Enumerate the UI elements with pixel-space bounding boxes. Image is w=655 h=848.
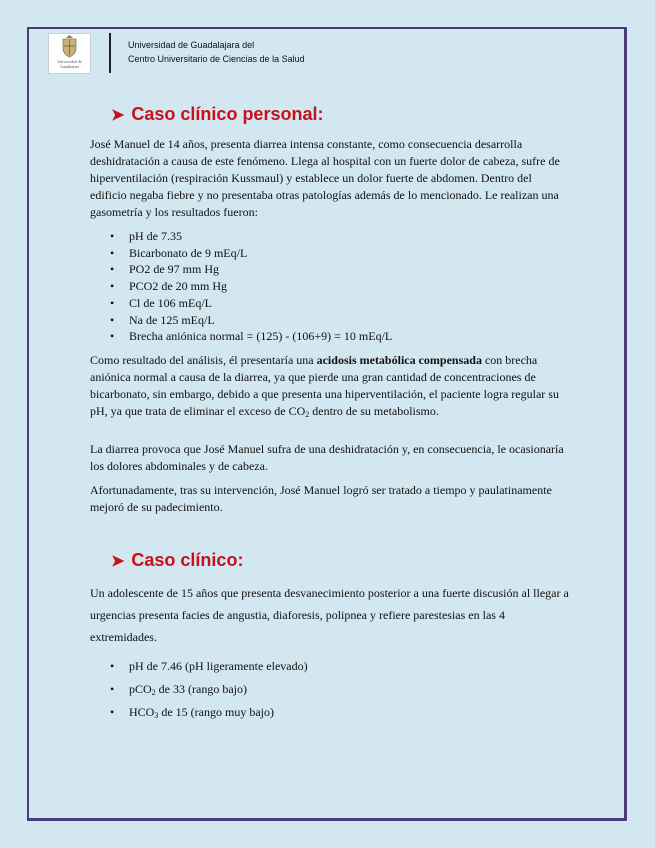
list-item (90, 678, 308, 701)
header-line-2: Centro Universitario de Ciencias de la Salud (128, 54, 305, 64)
header-institution (128, 38, 305, 66)
diagnosis-bold: acidosis metabólica compensada (316, 353, 482, 367)
logo-caption-line1: Universidad de (57, 59, 82, 64)
list-item: • Bicarbonato de 9 mEq/L (90, 245, 392, 262)
analysis-text-3: dentro de su metabolismo. (309, 404, 439, 418)
university-crest-icon (49, 34, 90, 60)
list-item: • PO2 de 97 mm Hg (90, 261, 392, 278)
logo-caption-line2: Guadalajara (59, 64, 80, 69)
section-title-personal-text: Caso clínico personal: (131, 104, 324, 124)
pco2-value: de 33 (rango bajo) (155, 682, 247, 696)
arrow-bullet-icon: ➤ (111, 553, 125, 570)
header-divider (109, 33, 111, 73)
arrow-bullet-icon: ➤ (111, 107, 125, 124)
section-title-clinical-text: Caso clínico: (131, 550, 244, 570)
list-item: • Brecha aniónica normal = (125) - (106+9) = 10 mEq/L (90, 328, 392, 345)
analysis-subscript: 2 (305, 410, 310, 419)
clinical-values-list (90, 655, 308, 724)
outcome-paragraph: Afortunadamente, tras su intervención, José Manuel logró ser tratado a tiempo y paulatinamente mejoró de su padecimiento. (90, 483, 552, 514)
diarrhea-paragraph: La diarrea provoca que José Manuel sufra de una deshidratación y, en consecuencia, le ocasionaría los dolores abdominales y de cabeza. (90, 442, 564, 473)
hco3-subscript: 3 (154, 711, 159, 720)
gasometry-results-list (90, 228, 392, 345)
pco2-label: pCO (129, 682, 152, 696)
list-item: • pH de 7.35 (90, 228, 392, 245)
analysis-text-1: Como resultado del análisis, él presentaría una (90, 353, 317, 367)
pco2-subscript: 2 (151, 688, 156, 697)
list-item: • pH de 7.46 (pH ligeramente elevado) (90, 655, 308, 678)
section-title-clinical (111, 550, 243, 571)
list-item: • Cl de 106 mEq/L (90, 295, 392, 312)
section-title-personal (111, 104, 323, 125)
list-item: • PCO2 de 20 mm Hg (90, 278, 392, 295)
clinical-case-paragraph: Un adolescente de 15 años que presenta desvanecimiento posterior a una fuerte discusión al llegar a urgencias presenta facies de angustia, diaforesis, polipnea y refiere parestesias en las 4 extremidades. (90, 586, 569, 644)
analysis-text-2: con brecha aniónica normal a causa de la diarrea, ya que pierde una gran cantidad de concentraciones de bicarbonato, sin embargo, debido a que presenta una hiperventilación, el paciente logra regular su pH, ya que trata de eliminar el exceso de CO (90, 353, 559, 418)
header-line-1: Universidad de Guadalajara del (128, 40, 255, 50)
list-item: • Na de 125 mEq/L (90, 312, 392, 329)
analysis-paragraph (90, 352, 570, 420)
list-item (90, 701, 308, 724)
hco3-value: de 15 (rango muy bajo) (158, 705, 274, 719)
university-logo (48, 33, 91, 74)
hco3-label: HCO (129, 705, 155, 719)
case-intro-paragraph: José Manuel de 14 años, presenta diarrea intensa constante, como consecuencia desarrolla deshidratación a causa de este fenómeno. Llega al hospital con un fuerte dolor de cabeza, sufre de hiperventilación (respiración Kussmaul) y establece un dolor fuerte de abdomen. Dentro del edificio negaba fiebre y no presentaba otras patologías además de lo mencionado. Le realizan una gasometría y los resultados fueron: (90, 137, 560, 219)
